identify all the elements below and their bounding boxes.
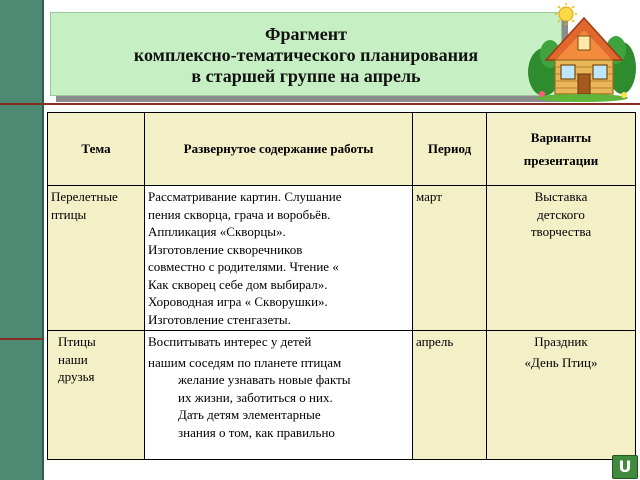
cell-content [145,186,413,331]
cell-topic [48,186,145,331]
content-line: совместно с родителями. Чтение « [148,259,339,274]
left-sidebar-bar [0,0,42,480]
content-line: Изготовление стенгазеты. [148,311,291,327]
cell-variant [487,186,636,331]
slide-title-box [50,12,562,96]
sun-icon [555,3,577,25]
cell-period: март [413,186,487,331]
content-line: нашим соседям по планете птицам [148,354,342,370]
header-variants [487,113,636,186]
sidebar-edge-line [42,0,44,480]
house-icon [528,2,636,102]
content-line: Рассматривание картин. Слушание [148,189,342,204]
content-line: знания о том, как правильно [178,424,335,440]
topic-line: Птицы [58,334,96,349]
content-line: Дать детям элементарные [178,407,321,422]
header-variants-line-1: Варианты [530,129,592,145]
content-line: Как скворец себе дом выбирал». [148,276,328,292]
cell-topic [48,331,145,460]
cell-variant [487,331,636,460]
variant-line: творчества [530,224,592,239]
sidebar-divider-line [0,338,44,340]
variant-line: Праздник [534,334,588,349]
content-line: Воспитывать интерес у детей [148,334,312,349]
title-line-2: комплексно-тематического планирования [133,44,479,65]
header-content: Развернутое содержание работы [145,113,413,186]
topic-line: птицы [51,206,87,222]
content-line: желание узнавать новые факты [178,372,351,387]
variant-line: детского [537,206,585,222]
planning-table [47,112,636,460]
variant-line: Выставка [534,189,588,204]
table-row [48,331,636,460]
table-header-row [48,113,636,186]
header-variants-line-2: презентации [523,153,599,168]
header-topic: Тема [48,113,145,186]
content-line: Изготовление скворечников [148,241,303,257]
topic-line: друзья [58,369,95,384]
content-line: пения скворца, грача и воробьёв. [148,206,331,222]
topic-line: наши [58,351,88,367]
return-button[interactable] [612,455,638,479]
title-line-3: в старшей группе на апрель [191,65,421,86]
table-row [48,186,636,331]
content-line: Аппликация «Скворцы». [148,224,286,239]
content-line: их жизни, заботиться о них. [178,389,333,405]
header-period: Период [413,113,487,186]
cell-content [145,331,413,460]
title-line-1: Фрагмент [265,23,347,44]
slide-title [134,22,478,87]
topic-line: Перелетные [51,189,118,204]
variant-line: «День Птиц» [524,354,598,370]
cell-period: апрель [413,331,487,460]
content-line: Хороводная игра « Скворушки». [148,294,328,309]
title-divider-line [0,103,640,105]
return-icon: U [618,457,632,476]
